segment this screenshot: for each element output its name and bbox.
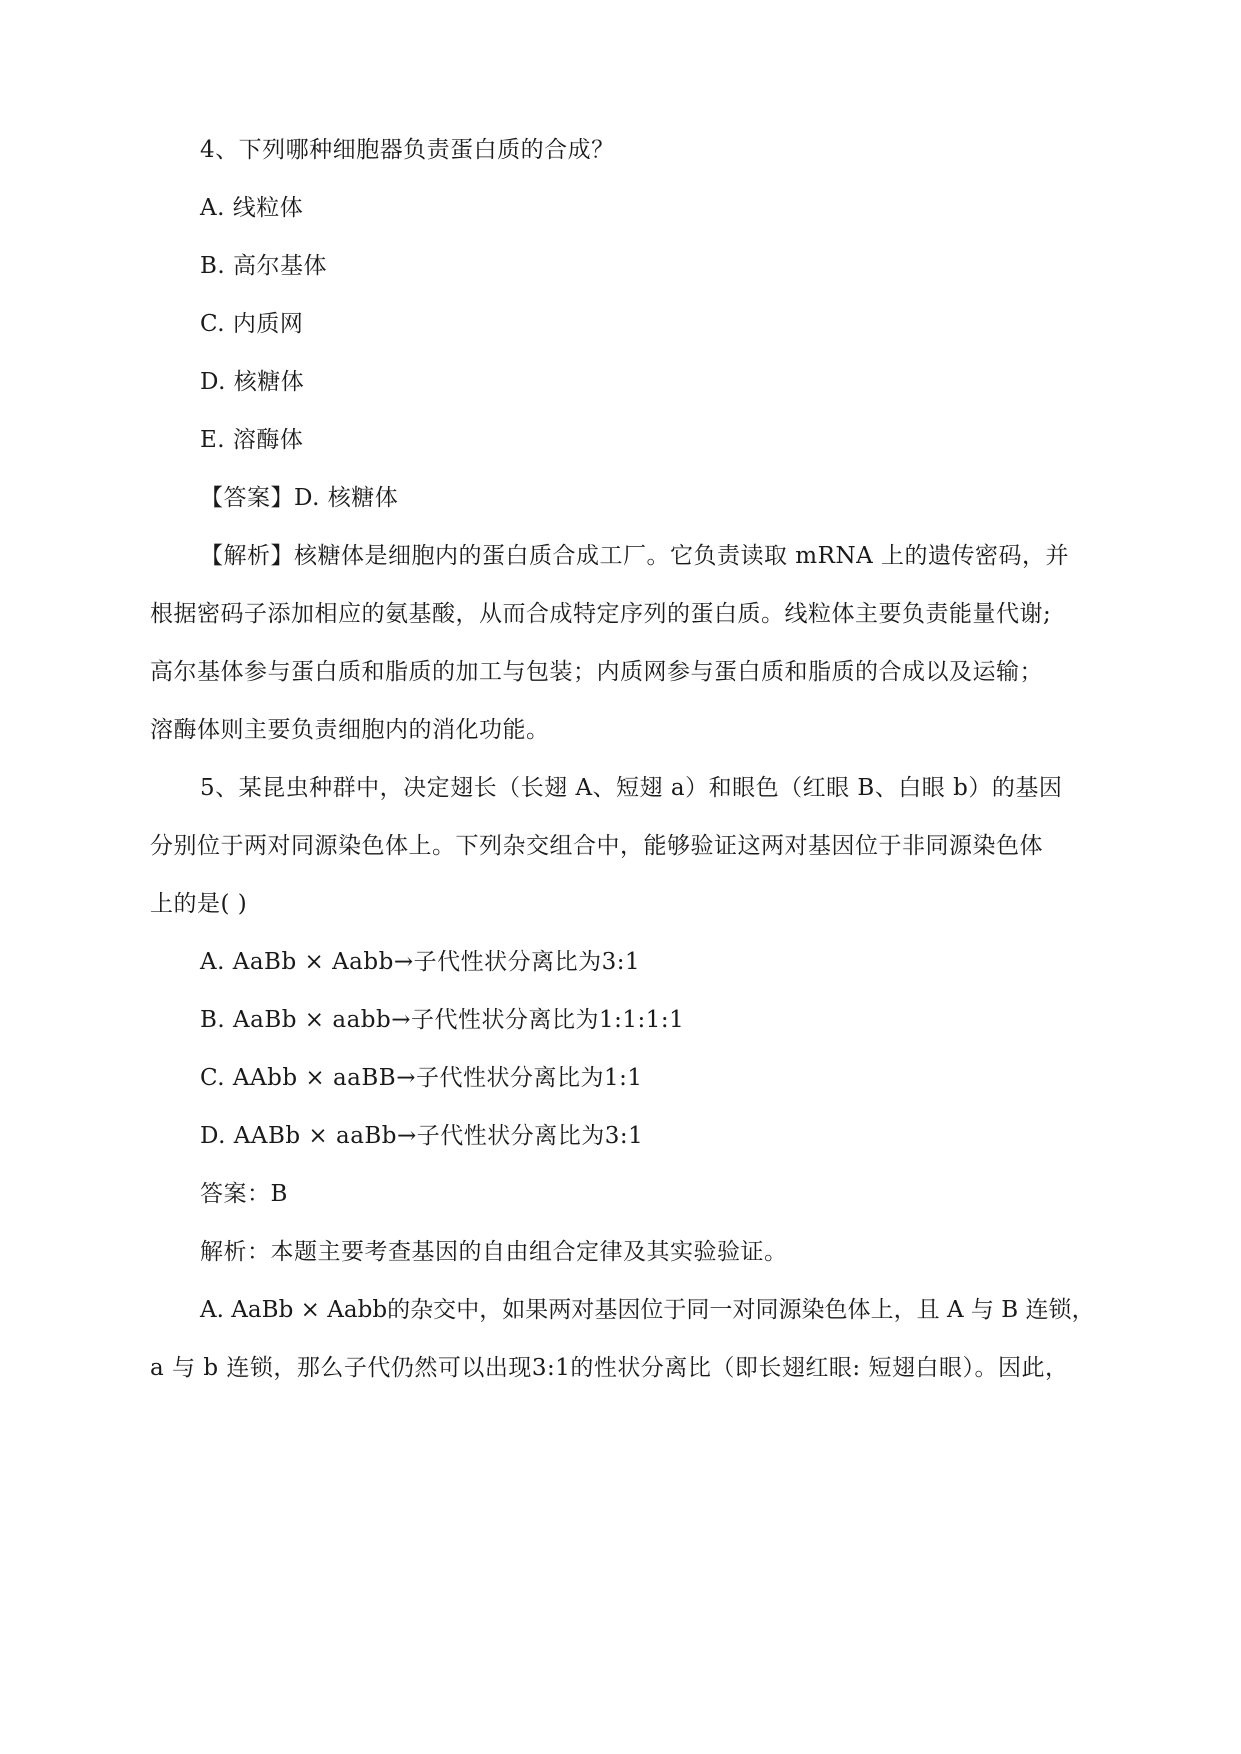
q4-analysis-line-2: 根据密码子添加相应的氨基酸，从而合成特定序列的蛋白质。线粒体主要负责能量代谢; bbox=[150, 601, 1052, 627]
question-5-line-3: 上的是( ) bbox=[150, 891, 248, 917]
q4-answer: 【答案】D. 核糖体 bbox=[200, 485, 399, 511]
q4-option-b: B. 高尔基体 bbox=[200, 253, 328, 279]
q4-analysis-line-4: 溶酶体则主要负责细胞内的消化功能。 bbox=[150, 717, 550, 743]
q5-option-b: B. AaBb × aabb→子代性状分离比为1:1:1:1 bbox=[200, 1007, 685, 1033]
q4-option-a: A. 线粒体 bbox=[200, 195, 304, 221]
q5-option-c: C. AAbb × aaBB→子代性状分离比为1:1 bbox=[200, 1065, 643, 1091]
q4-option-c: C. 内质网 bbox=[200, 311, 304, 337]
q5-option-a: A. AaBb × Aabb→子代性状分离比为3:1 bbox=[200, 949, 641, 975]
question-4-title: 4、下列哪种细胞器负责蛋白质的合成？ bbox=[200, 137, 615, 163]
q4-option-d: D. 核糖体 bbox=[200, 369, 305, 395]
q4-analysis-line-1: 【解析】核糖体是细胞内的蛋白质合成工厂。它负责读取 mRNA 上的遗传密码，并 bbox=[200, 543, 1069, 569]
question-5-line-1: 5、某昆虫种群中，决定翅长（长翅 A、短翅 a）和眼色（红眼 B、白眼 b）的基因 bbox=[200, 775, 1063, 801]
q5-analysis-line-1: A. AaBb × Aabb的杂交中，如果两对基因位于同一对同源染色体上，且 A 与 B 连锁， bbox=[200, 1297, 1095, 1323]
q5-analysis-intro: 解析：本题主要考查基因的自由组合定律及其实验验证。 bbox=[200, 1239, 788, 1265]
question-5-line-2: 分别位于两对同源染色体上。下列杂交组合中，能够验证这两对基因位于非同源染色体 bbox=[150, 833, 1043, 859]
q5-answer: 答案：B bbox=[200, 1181, 288, 1207]
q5-option-d: D. AABb × aaBb→子代性状分离比为3:1 bbox=[200, 1123, 644, 1149]
q4-analysis-line-3: 高尔基体参与蛋白质和脂质的加工与包装；内质网参与蛋白质和脂质的合成以及运输； bbox=[150, 659, 1043, 685]
q5-analysis-line-2: a 与 b 连锁，那么子代仍然可以出现3:1的性状分离比（即长翅红眼: 短翅白眼）。因此， bbox=[150, 1355, 1069, 1381]
q4-option-e: E. 溶酶体 bbox=[200, 427, 304, 453]
